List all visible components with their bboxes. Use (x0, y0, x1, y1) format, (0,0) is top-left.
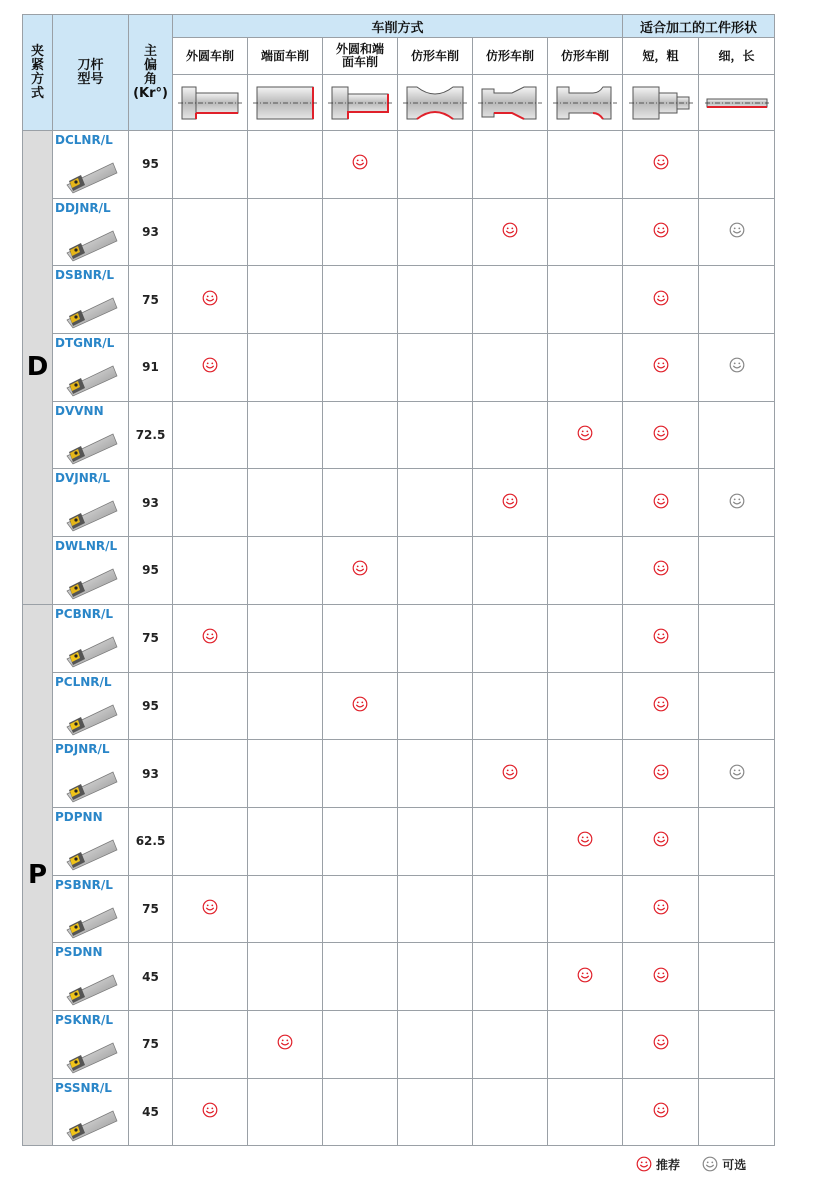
smiley-red-icon (653, 967, 669, 983)
cell-facing (248, 469, 323, 537)
cell-profiling-2 (473, 266, 548, 334)
lead-angle: 93 (129, 198, 173, 266)
holder-cell (53, 943, 129, 1011)
cell-od-turning (173, 604, 248, 672)
cell-od-facing (323, 672, 398, 740)
smiley-red-icon (653, 493, 669, 509)
cell-profiling-3 (548, 1010, 623, 1078)
tool-holder-icon (63, 561, 119, 601)
holder-cell (53, 1010, 129, 1078)
cell-od-turning (173, 537, 248, 605)
smiley-red-icon (653, 154, 669, 170)
lead-angle: 75 (129, 266, 173, 334)
cell-profiling-3 (548, 469, 623, 537)
cell-od-turning (173, 266, 248, 334)
profiling-2-figure-cell (473, 75, 548, 131)
cell-od-facing (323, 1078, 398, 1146)
holder-cell (53, 334, 129, 402)
cell-slender-long (699, 807, 775, 875)
cell-short-thick (623, 604, 699, 672)
lead-angle: 91 (129, 334, 173, 402)
cell-slender-long (699, 672, 775, 740)
cell-od-facing (323, 875, 398, 943)
smiley-gray-icon (729, 764, 745, 780)
holder-cell (53, 131, 129, 199)
smiley-red-icon (577, 831, 593, 847)
holder-cell (53, 537, 129, 605)
cell-profiling-2 (473, 604, 548, 672)
holder-model: PCLNR/L (55, 674, 112, 689)
cell-facing (248, 672, 323, 740)
holder-model: PSSNR/L (55, 1080, 112, 1095)
lead-angle: 75 (129, 875, 173, 943)
cell-facing (248, 401, 323, 469)
slender-long-figure (705, 81, 769, 125)
short-thick-figure (629, 81, 693, 125)
cell-slender-long (699, 943, 775, 1011)
holder-cell (53, 740, 129, 808)
tool-holder-icon (63, 155, 119, 195)
cell-slender-long (699, 401, 775, 469)
holder-model: PCBNR/L (55, 606, 114, 621)
cell-facing (248, 604, 323, 672)
cell-profiling-3 (548, 198, 623, 266)
smiley-red-icon (653, 1034, 669, 1050)
cell-profiling-1 (398, 198, 473, 266)
tool-holder-icon (63, 832, 119, 872)
smiley-red-icon (636, 1156, 652, 1172)
cell-od-facing (323, 1010, 398, 1078)
smiley-red-icon (502, 764, 518, 780)
cell-profiling-3 (548, 672, 623, 740)
smiley-gray-icon (729, 493, 745, 509)
holder-model: DSBNR/L (55, 268, 115, 283)
cell-short-thick (623, 807, 699, 875)
header-od-and-facing: 外圆和端 面车削 (323, 38, 398, 75)
cell-od-turning (173, 469, 248, 537)
cell-profiling-1 (398, 604, 473, 672)
lead-angle: 93 (129, 469, 173, 537)
smiley-red-icon (202, 899, 218, 915)
tool-holder-icon (63, 967, 119, 1007)
cell-profiling-3 (548, 1078, 623, 1146)
smiley-red-icon (202, 628, 218, 644)
cell-profiling-3 (548, 334, 623, 402)
holder-cell (53, 469, 129, 537)
cell-slender-long (699, 198, 775, 266)
cell-profiling-2 (473, 401, 548, 469)
holder-model: DDJNR/L (55, 200, 111, 215)
smiley-red-icon (352, 154, 368, 170)
smiley-red-icon (653, 222, 669, 238)
lead-angle: 62.5 (129, 807, 173, 875)
cell-profiling-2 (473, 469, 548, 537)
cell-slender-long (699, 1010, 775, 1078)
holder-model: DTGNR/L (55, 336, 115, 351)
lead-angle: 95 (129, 672, 173, 740)
cell-profiling-3 (548, 266, 623, 334)
cell-facing (248, 807, 323, 875)
cell-profiling-3 (548, 131, 623, 199)
cell-profiling-2 (473, 334, 548, 402)
facing-figure (253, 81, 317, 125)
cell-profiling-1 (398, 537, 473, 605)
cell-od-facing (323, 943, 398, 1011)
lead-angle: 93 (129, 740, 173, 808)
cell-facing (248, 740, 323, 808)
tool-holder-icon (63, 493, 119, 533)
cell-profiling-2 (473, 1010, 548, 1078)
smiley-red-icon (502, 493, 518, 509)
holder-model: PSDNN (55, 945, 103, 960)
cell-facing (248, 266, 323, 334)
lead-angle: 95 (129, 537, 173, 605)
cell-od-turning (173, 334, 248, 402)
cell-facing (248, 943, 323, 1011)
cell-od-turning (173, 807, 248, 875)
cell-profiling-3 (548, 875, 623, 943)
table-row (23, 943, 775, 1011)
cell-profiling-1 (398, 266, 473, 334)
cell-profiling-1 (398, 469, 473, 537)
cell-slender-long (699, 469, 775, 537)
cell-short-thick (623, 875, 699, 943)
header-slender-long: 细，长 (699, 38, 775, 75)
cell-profiling-1 (398, 672, 473, 740)
lead-angle: 75 (129, 1010, 173, 1078)
tool-selection-sheet (22, 14, 775, 1146)
cell-profiling-1 (398, 740, 473, 808)
cell-od-facing (323, 131, 398, 199)
cell-od-facing (323, 266, 398, 334)
cell-short-thick (623, 1078, 699, 1146)
cell-short-thick (623, 469, 699, 537)
tool-holder-icon (63, 697, 119, 737)
smiley-red-icon (277, 1034, 293, 1050)
smiley-red-icon (653, 628, 669, 644)
cell-od-turning (173, 1010, 248, 1078)
cell-profiling-2 (473, 1078, 548, 1146)
cell-slender-long (699, 131, 775, 199)
cell-facing (248, 1078, 323, 1146)
cell-od-facing (323, 807, 398, 875)
cell-od-turning (173, 740, 248, 808)
cell-od-facing (323, 537, 398, 605)
clamp-type-p: P (23, 604, 53, 1146)
cell-facing (248, 875, 323, 943)
holder-cell (53, 1078, 129, 1146)
holder-model: DCLNR/L (55, 133, 113, 147)
smiley-red-icon (653, 696, 669, 712)
cell-slender-long (699, 266, 775, 334)
smiley-red-icon (653, 560, 669, 576)
header-short-thick: 短，粗 (623, 38, 699, 75)
holder-model: DVVNN (55, 403, 104, 418)
holder-model: DWLNR/L (55, 539, 118, 554)
header-profiling-3: 仿形车削 (548, 38, 623, 75)
cell-profiling-2 (473, 740, 548, 808)
cell-profiling-2 (473, 198, 548, 266)
tool-holder-icon (63, 358, 119, 398)
cell-profiling-1 (398, 401, 473, 469)
table-row (23, 131, 775, 199)
turning-tool-table (22, 14, 775, 1146)
short-thick-figure-cell (623, 75, 699, 131)
tool-holder-icon (63, 1103, 119, 1143)
table-row (23, 469, 775, 537)
cell-facing (248, 1010, 323, 1078)
profiling-3-figure (553, 81, 617, 125)
lead-angle-header: 主 偏 角 (Kr°) (129, 15, 173, 131)
facing-figure-cell (248, 75, 323, 131)
holder-cell (53, 604, 129, 672)
smiley-red-icon (352, 560, 368, 576)
profiling-1-figure (403, 81, 467, 125)
smiley-red-icon (577, 967, 593, 983)
profiling-2-figure (478, 81, 542, 125)
smiley-red-icon (502, 222, 518, 238)
holder-model: PSBNR/L (55, 877, 113, 892)
cell-od-facing (323, 401, 398, 469)
tool-holder-icon (63, 629, 119, 669)
table-row (23, 537, 775, 605)
cell-profiling-3 (548, 604, 623, 672)
smiley-red-icon (202, 290, 218, 306)
cell-profiling-1 (398, 875, 473, 943)
legend-recommended-label: 推荐 (656, 1158, 681, 1172)
cell-profiling-1 (398, 131, 473, 199)
cell-profiling-2 (473, 131, 548, 199)
smiley-gray-icon (729, 357, 745, 373)
legend-optional (702, 1156, 746, 1173)
cell-short-thick (623, 537, 699, 605)
lead-angle: 75 (129, 604, 173, 672)
cell-short-thick (623, 740, 699, 808)
lead-angle: 45 (129, 1078, 173, 1146)
workpiece-shape-header: 适合加工的工件形状 (623, 15, 775, 38)
legend (636, 1156, 764, 1173)
cell-profiling-1 (398, 1078, 473, 1146)
turning-method-header: 车削方式 (173, 15, 623, 38)
cell-profiling-1 (398, 943, 473, 1011)
legend-recommended (636, 1156, 680, 1173)
holder-model: PSKNR/L (55, 1012, 114, 1027)
header-facing: 端面车削 (248, 38, 323, 75)
od-facing-figure-cell (323, 75, 398, 131)
smiley-red-icon (352, 696, 368, 712)
header-od-turning: 外圆车削 (173, 38, 248, 75)
tool-holder-icon (63, 223, 119, 263)
smiley-red-icon (653, 357, 669, 373)
cell-short-thick (623, 672, 699, 740)
holder-model-header: 刀杆 型号 (53, 15, 129, 131)
smiley-red-icon (653, 899, 669, 915)
cell-slender-long (699, 604, 775, 672)
table-row (23, 1010, 775, 1078)
cell-profiling-2 (473, 672, 548, 740)
table-row (23, 1078, 775, 1146)
tool-holder-icon (63, 290, 119, 330)
tool-holder-icon (63, 1035, 119, 1075)
smiley-red-icon (653, 764, 669, 780)
table-row (23, 740, 775, 808)
cell-slender-long (699, 875, 775, 943)
holder-cell (53, 672, 129, 740)
smiley-red-icon (653, 831, 669, 847)
cell-od-turning (173, 943, 248, 1011)
lead-angle: 95 (129, 131, 173, 199)
table-row (23, 875, 775, 943)
smiley-red-icon (653, 425, 669, 441)
smiley-red-icon (653, 290, 669, 306)
tool-holder-icon (63, 764, 119, 804)
cell-short-thick (623, 131, 699, 199)
slender-long-figure-cell (699, 75, 775, 131)
smiley-red-icon (202, 1102, 218, 1118)
cell-profiling-2 (473, 875, 548, 943)
cell-od-facing (323, 604, 398, 672)
holder-cell (53, 875, 129, 943)
smiley-gray-icon (702, 1156, 718, 1172)
cell-facing (248, 198, 323, 266)
clamp-type-d: D (23, 131, 53, 605)
cell-profiling-2 (473, 943, 548, 1011)
cell-profiling-3 (548, 401, 623, 469)
lead-angle: 72.5 (129, 401, 173, 469)
smiley-red-icon (577, 425, 593, 441)
holder-cell (53, 401, 129, 469)
cell-od-facing (323, 740, 398, 808)
cell-od-turning (173, 198, 248, 266)
cell-profiling-3 (548, 807, 623, 875)
cell-slender-long (699, 537, 775, 605)
holder-cell (53, 807, 129, 875)
smiley-red-icon (653, 1102, 669, 1118)
cell-short-thick (623, 334, 699, 402)
header-profiling-2: 仿形车削 (473, 38, 548, 75)
cell-profiling-1 (398, 1010, 473, 1078)
cell-slender-long (699, 740, 775, 808)
table-row (23, 266, 775, 334)
holder-cell (53, 266, 129, 334)
table-row (23, 672, 775, 740)
table-row (23, 604, 775, 672)
tool-holder-icon (63, 900, 119, 940)
od-turning-figure-cell (173, 75, 248, 131)
cell-od-facing (323, 469, 398, 537)
profiling-3-figure-cell (548, 75, 623, 131)
od-facing-figure (328, 81, 392, 125)
cell-profiling-3 (548, 943, 623, 1011)
cell-profiling-2 (473, 807, 548, 875)
cell-od-turning (173, 672, 248, 740)
table-row (23, 334, 775, 402)
cell-od-facing (323, 334, 398, 402)
table-row (23, 807, 775, 875)
smiley-gray-icon (729, 222, 745, 238)
cell-short-thick (623, 198, 699, 266)
cell-profiling-3 (548, 537, 623, 605)
cell-slender-long (699, 334, 775, 402)
table-row (23, 401, 775, 469)
holder-model: PDJNR/L (55, 742, 110, 757)
cell-short-thick (623, 266, 699, 334)
cell-od-turning (173, 1078, 248, 1146)
tool-holder-icon (63, 426, 119, 466)
cell-short-thick (623, 943, 699, 1011)
holder-cell (53, 198, 129, 266)
cell-od-turning (173, 401, 248, 469)
cell-profiling-1 (398, 807, 473, 875)
od-turning-figure (178, 81, 242, 125)
header-profiling-1: 仿形车削 (398, 38, 473, 75)
cell-facing (248, 537, 323, 605)
cell-od-facing (323, 198, 398, 266)
clamp-method-header: 夹 紧 方 式 (23, 15, 53, 131)
cell-short-thick (623, 401, 699, 469)
cell-profiling-2 (473, 537, 548, 605)
legend-optional-label: 可选 (722, 1158, 747, 1172)
cell-short-thick (623, 1010, 699, 1078)
holder-model: PDPNN (55, 809, 103, 824)
cell-profiling-1 (398, 334, 473, 402)
table-row (23, 198, 775, 266)
cell-facing (248, 131, 323, 199)
holder-model: DVJNR/L (55, 471, 111, 486)
cell-slender-long (699, 1078, 775, 1146)
smiley-red-icon (202, 357, 218, 373)
cell-profiling-3 (548, 740, 623, 808)
cell-od-turning (173, 131, 248, 199)
profiling-1-figure-cell (398, 75, 473, 131)
cell-od-turning (173, 875, 248, 943)
cell-facing (248, 334, 323, 402)
lead-angle: 45 (129, 943, 173, 1011)
